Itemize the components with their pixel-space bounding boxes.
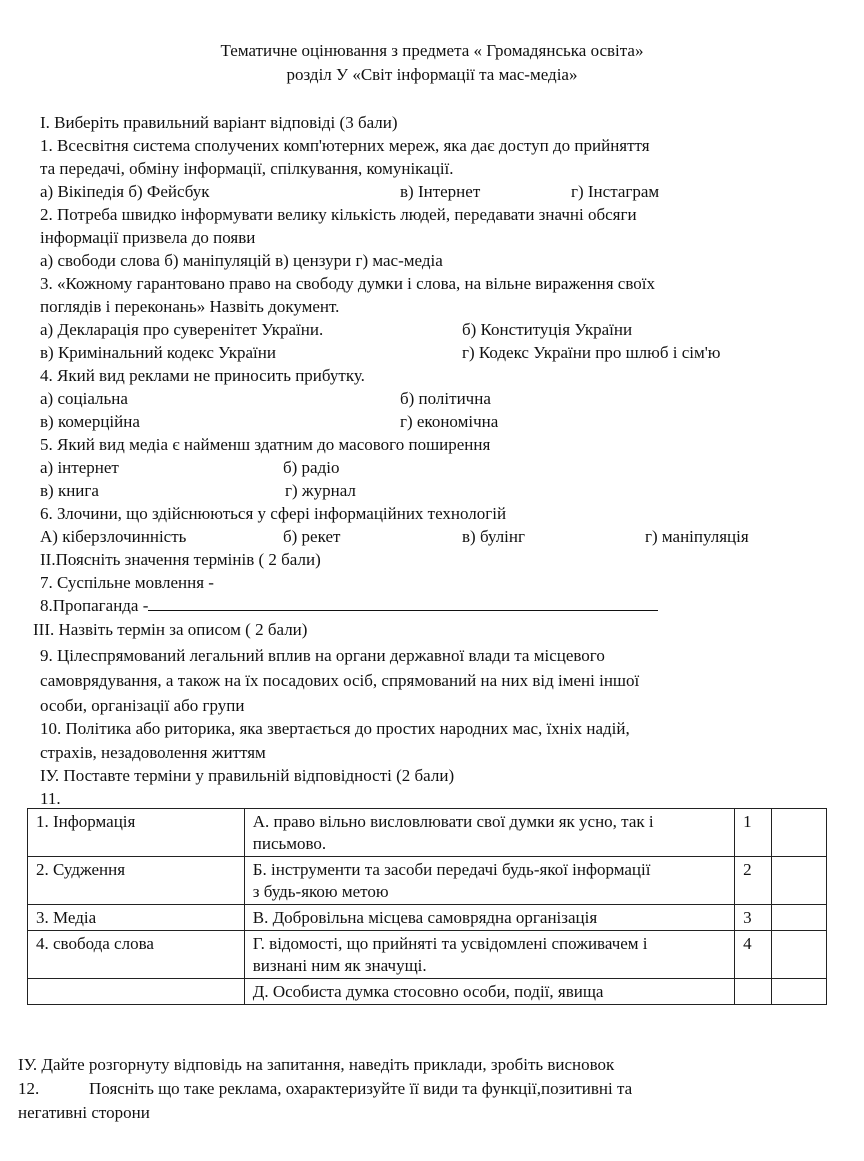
answer-cell[interactable] xyxy=(771,809,826,857)
definition-line-1: А. право вільно висловлювати свої думки як усно, так і xyxy=(252,812,654,831)
q2-options: а) свободи слова б) маніпуляцій в) цензури г) мас-медіа xyxy=(40,251,443,270)
q6-text: 6. Злочини, що здійснюються у сфері інформаційних технологій xyxy=(40,504,507,523)
q8-row xyxy=(40,594,658,617)
q3-option-c: в) Кримінальний кодекс України xyxy=(40,343,276,362)
q9-text-2: самоврядування, а також на їх посадових осіб, спрямований на них від імені іншої xyxy=(40,671,640,690)
q2-text-2: інформації призвела до появи xyxy=(40,228,256,247)
matching-table xyxy=(27,808,827,1005)
table-row xyxy=(28,809,827,857)
q8-answer-line[interactable] xyxy=(148,594,658,611)
table-row xyxy=(28,931,827,979)
q5-option-a: а) інтернет xyxy=(40,458,119,477)
table-row xyxy=(28,905,827,931)
q1-option-ab: а) Вікіпедія б) Фейсбук xyxy=(40,182,210,201)
q6-option-a: А) кіберзлочинність xyxy=(40,527,187,546)
q6-option-b: б) рекет xyxy=(283,527,341,546)
q12-number: 12. xyxy=(18,1079,40,1098)
term-cell: 4. свобода слова xyxy=(28,931,245,979)
q1-text-1: 1. Всесвітня система сполучених комп'ютерних мереж, яка дає доступ до прийняття xyxy=(40,136,650,155)
q1-option-c: в) Інтернет xyxy=(400,182,481,201)
title-line-2: розділ У «Світ інформації та мас-медіа» xyxy=(286,65,578,84)
q6-option-c: в) булінг xyxy=(462,527,525,546)
q3-text-1: 3. «Кожному гарантовано право на свободу думки і слова, на вільне вираження своїх xyxy=(40,274,655,293)
definition-cell xyxy=(244,931,734,979)
answer-cell[interactable] xyxy=(771,857,826,905)
section-5-heading: ІУ. Дайте розгорнуту відповідь на запитання, наведіть приклади, зробіть висновок xyxy=(18,1055,615,1074)
section-1-heading: І. Виберіть правильний варіант відповіді (3 бали) xyxy=(40,113,398,132)
definition-line-1: Б. інструменти та засоби передачі будь-якої інформації xyxy=(252,860,651,879)
definition-cell xyxy=(244,809,734,857)
q4-option-c: в) комерційна xyxy=(40,412,140,431)
q2-text-1: 2. Потреба швидко інформувати велику кількість людей, передавати значні обсяги xyxy=(40,205,637,224)
definition-line-2: письмово. xyxy=(252,834,327,853)
q3-text-2: поглядів і переконань» Назвіть документ. xyxy=(40,297,340,316)
q3-option-d: г) Кодекс України про шлюб і сім'ю xyxy=(462,343,721,362)
section-2-heading: ІІ.Поясніть значення термінів ( 2 бали) xyxy=(40,550,321,569)
q11-label: 11. xyxy=(40,789,61,808)
q7-text: 7. Суспільне мовлення - xyxy=(40,573,214,592)
q1-option-d: г) Інстаграм xyxy=(571,182,660,201)
term-cell: 1. Інформація xyxy=(28,809,245,857)
q12-text-1: Поясніть що таке реклама, охарактеризуйте її види та функції,позитивні та xyxy=(89,1079,633,1098)
section-3-heading: ІІІ. Назвіть термін за описом ( 2 бали) xyxy=(33,620,308,639)
section-4-heading: ІУ. Поставте терміни у правильній відповідності (2 бали) xyxy=(40,766,455,785)
q6-option-d: г) маніпуляція xyxy=(645,527,749,546)
number-cell xyxy=(735,979,772,1005)
definition-line-2: визнані ним як значущі. xyxy=(252,956,427,975)
q5-option-d: г) журнал xyxy=(285,481,356,500)
table-row xyxy=(28,979,827,1005)
definition-line-1: Г. відомості, що прийняті та усвідомлені споживачем і xyxy=(252,934,648,953)
definition-cell xyxy=(244,857,734,905)
q5-option-c: в) книга xyxy=(40,481,99,500)
answer-cell[interactable] xyxy=(771,979,826,1005)
number-cell: 1 xyxy=(735,809,772,857)
q3-option-b: б) Конституція України xyxy=(462,320,633,339)
number-cell: 4 xyxy=(735,931,772,979)
q5-text: 5. Який вид медіа є найменш здатним до масового поширення xyxy=(40,435,491,454)
q10-text-1: 10. Політика або риторика, яка звертається до простих народних мас, їхніх надій, xyxy=(40,719,630,738)
q10-text-2: страхів, незадоволення життям xyxy=(40,743,266,762)
q4-option-b: б) політична xyxy=(400,389,491,408)
q4-option-d: г) економічна xyxy=(400,412,499,431)
title-line-1: Тематичне оцінювання з предмета « Громадянська освіта» xyxy=(220,41,644,60)
q1-text-2: та передачі, обміну інформації, спілкування, комунікації. xyxy=(40,159,454,178)
answer-cell[interactable] xyxy=(771,905,826,931)
q5-option-b: б) радіо xyxy=(283,458,340,477)
term-cell xyxy=(28,979,245,1005)
definition-cell xyxy=(244,979,734,1005)
term-cell: 2. Судження xyxy=(28,857,245,905)
q4-text: 4. Який вид реклами не приносить прибутку. xyxy=(40,366,365,385)
number-cell: 3 xyxy=(735,905,772,931)
q12-text-2: негативні сторони xyxy=(18,1103,150,1122)
q8-text: 8.Пропаганда - xyxy=(40,596,149,615)
q3-option-a: а) Декларація про суверенітет України. xyxy=(40,320,324,339)
table-row xyxy=(28,857,827,905)
term-cell: 3. Медіа xyxy=(28,905,245,931)
q9-text-3: особи, організації або групи xyxy=(40,696,245,715)
number-cell: 2 xyxy=(735,857,772,905)
definition-line-1: В. Добровільна місцева самоврядна організація xyxy=(252,908,598,927)
q4-option-a: а) соціальна xyxy=(40,389,128,408)
answer-cell[interactable] xyxy=(771,931,826,979)
q9-text-1: 9. Цілеспрямований легальний вплив на органи державної влади та місцевого xyxy=(40,646,605,665)
definition-line-1: Д. Особиста думка стосовно особи, події, явища xyxy=(252,982,604,1001)
definition-cell xyxy=(244,905,734,931)
definition-line-2: з будь-якою метою xyxy=(252,882,389,901)
